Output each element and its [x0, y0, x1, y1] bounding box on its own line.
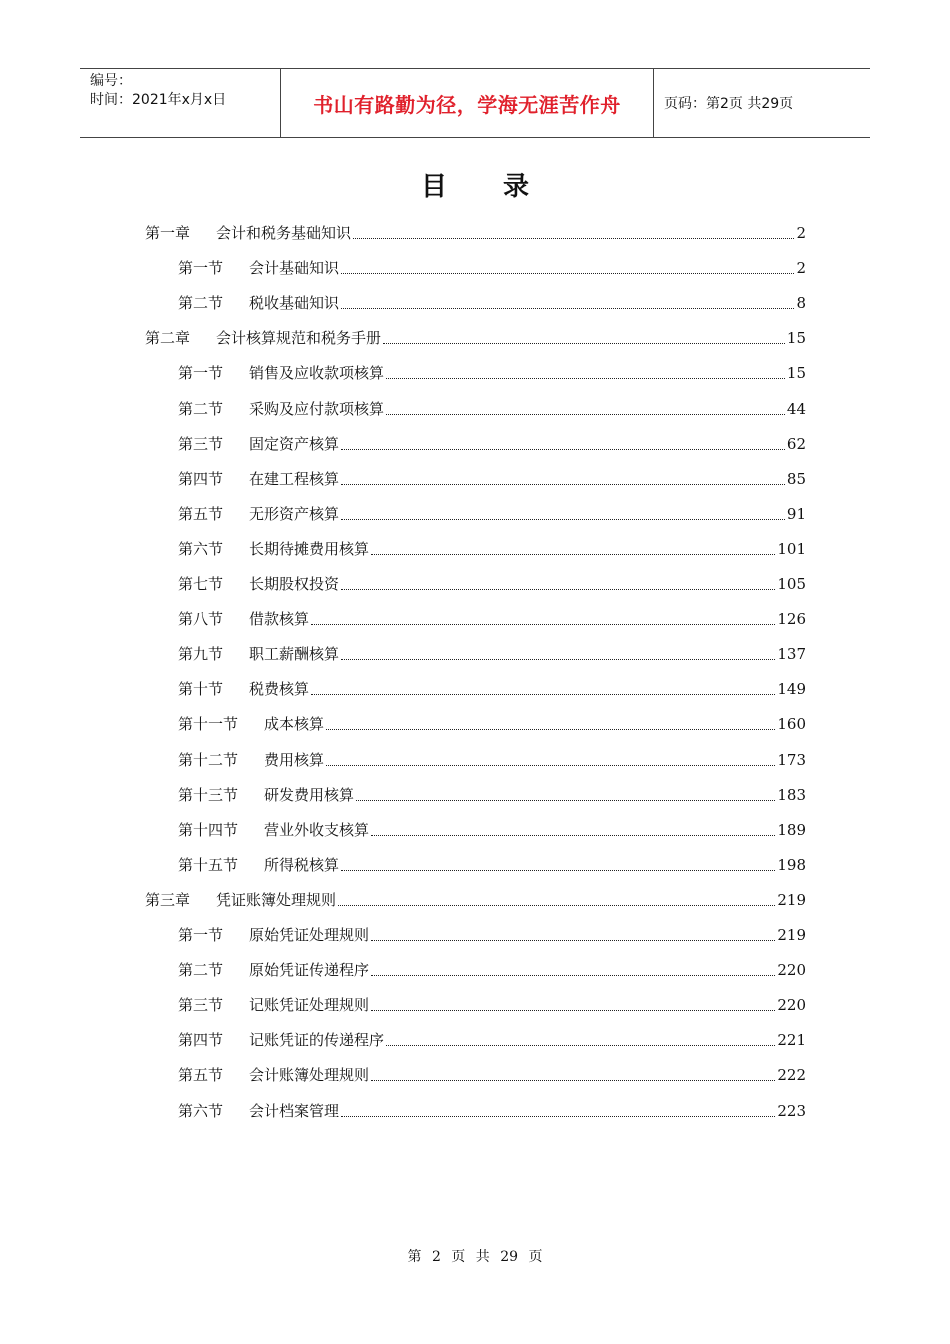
toc-entry-number: 第一节 — [178, 364, 224, 383]
toc-section-entry[interactable] — [178, 395, 806, 419]
toc-dot-leader — [386, 414, 785, 415]
header-motto-cell — [281, 69, 654, 137]
toc-entry-title: 研发费用核算 — [264, 785, 355, 804]
toc-entry-number: 第十五节 — [178, 855, 239, 874]
toc-section-entry[interactable] — [178, 710, 806, 734]
toc-dot-leader — [386, 378, 785, 379]
toc-dot-leader — [371, 975, 775, 976]
toc-entry-number: 第二节 — [178, 294, 224, 313]
toc-entry-number: 第五节 — [178, 504, 224, 523]
toc-entry-title: 原始凭证传递程序 — [249, 961, 370, 980]
toc-entry-page: 2 — [796, 224, 806, 242]
toc-entry-page: 198 — [777, 855, 806, 874]
toc-dot-leader — [326, 765, 775, 766]
toc-entry-title: 会计和税务基础知识 — [216, 224, 352, 242]
toc-entry-number: 第二节 — [178, 399, 224, 418]
toc-dot-leader — [341, 484, 785, 485]
toc-entry-page: 221 — [777, 1031, 806, 1050]
toc-entry-page: 2 — [796, 259, 806, 278]
toc-entry-page: 62 — [786, 434, 806, 453]
toc-section-entry[interactable] — [178, 675, 806, 699]
toc-entry-number: 第四节 — [178, 469, 224, 488]
toc-section-entry[interactable] — [178, 535, 806, 559]
toc-entry-page: 137 — [777, 645, 806, 664]
toc-entry-number: 第三章 — [145, 890, 191, 909]
toc-section-entry[interactable] — [178, 359, 806, 383]
toc-entry-number: 第十三节 — [178, 785, 239, 804]
toc-chapter-entry[interactable] — [145, 324, 806, 348]
toc-dot-leader — [341, 449, 785, 450]
toc-section-entry[interactable] — [178, 254, 806, 278]
toc-entry-page: 173 — [777, 750, 806, 769]
toc-section-entry[interactable] — [178, 991, 806, 1015]
toc-section-entry[interactable] — [178, 289, 806, 313]
toc-section-entry[interactable] — [178, 570, 806, 594]
toc-entry-number: 第十二节 — [178, 750, 239, 769]
toc-entry-page: 85 — [786, 469, 806, 488]
toc-section-entry[interactable] — [178, 746, 806, 770]
toc-entry-title: 税收基础知识 — [249, 294, 340, 313]
toc-entry-page: 160 — [777, 715, 806, 734]
toc-entry-title: 成本核算 — [264, 715, 325, 734]
toc-section-entry[interactable] — [178, 1097, 806, 1121]
toc-entry-title: 税费核算 — [249, 680, 310, 699]
toc-entry-page: 15 — [786, 364, 806, 383]
toc-section-entry[interactable] — [178, 1026, 806, 1050]
toc-entry-number: 第三节 — [178, 434, 224, 453]
header-page-cell — [654, 69, 870, 137]
toc-entry-title: 无形资产核算 — [249, 504, 340, 523]
page-header — [80, 68, 870, 138]
toc-entry-title: 销售及应收款项核算 — [249, 364, 385, 383]
toc-entry-number: 第六节 — [178, 1101, 224, 1120]
toc-entry-title: 记账凭证的传递程序 — [249, 1031, 385, 1050]
toc-dot-leader — [356, 800, 775, 801]
header-page-number: 页码：第2页 共29页 — [664, 96, 794, 112]
toc-entry-page: 44 — [786, 399, 806, 418]
toc-section-entry[interactable] — [178, 640, 806, 664]
toc-entry-title: 采购及应付款项核算 — [249, 399, 385, 418]
toc-chapter-entry[interactable] — [145, 219, 806, 243]
toc-dot-leader — [311, 624, 775, 625]
toc-entry-number: 第一章 — [145, 224, 191, 242]
toc-entry-title: 营业外收支核算 — [264, 820, 370, 839]
document-date: 时间：2021年x月x日 — [90, 92, 227, 108]
toc-entry-page: 223 — [777, 1101, 806, 1120]
page-footer: 第 2 页 共 29 页 — [407, 1249, 543, 1265]
toc-entry-page: 183 — [777, 785, 806, 804]
toc-entry-page: 220 — [777, 996, 806, 1015]
toc-dot-leader — [371, 835, 775, 836]
toc-section-entry[interactable] — [178, 851, 806, 875]
motto: 书山有路勤为径，学海无涯苦作舟 — [313, 92, 621, 117]
toc-entry-page: 105 — [777, 575, 806, 593]
toc-entry-title: 职工薪酬核算 — [249, 645, 340, 664]
toc-dot-leader — [371, 940, 775, 941]
document-number: 编号： — [90, 73, 132, 89]
toc-entry-page: 91 — [786, 504, 806, 523]
toc-section-entry[interactable] — [178, 605, 806, 629]
toc-entry-title: 凭证账簿处理规则 — [216, 890, 337, 909]
toc-entry-title: 会计基础知识 — [249, 259, 340, 278]
toc-section-entry[interactable] — [178, 956, 806, 980]
header-meta — [80, 69, 281, 137]
toc-dot-leader — [311, 694, 775, 695]
toc-dot-leader — [326, 729, 775, 730]
toc-entry-title: 会计核算规范和税务手册 — [216, 329, 382, 348]
toc-entry-page: 126 — [777, 610, 806, 629]
toc-entry-number: 第三节 — [178, 996, 224, 1015]
toc-dot-leader — [338, 905, 775, 906]
toc-entry-number: 第二节 — [178, 961, 224, 980]
toc-entry-title: 会计档案管理 — [249, 1101, 340, 1120]
toc-entry-page: 219 — [777, 890, 806, 909]
toc-entry-title: 借款核算 — [249, 610, 310, 629]
toc-entry-number: 第一节 — [178, 926, 224, 944]
toc-entry-number: 第四节 — [178, 1031, 224, 1050]
toc-entry-title: 长期待摊费用核算 — [249, 539, 370, 558]
toc-dot-leader — [341, 519, 785, 520]
toc-dot-leader — [341, 589, 775, 590]
toc-entry-page: 101 — [777, 539, 806, 558]
toc-entry-title: 会计账簿处理规则 — [249, 1066, 370, 1085]
toc-entry-title: 记账凭证处理规则 — [249, 996, 370, 1015]
toc-dot-leader — [386, 1045, 775, 1046]
toc-entry-title: 在建工程核算 — [249, 469, 340, 488]
toc-entry-title: 所得税核算 — [264, 855, 340, 874]
toc-entry-page: 222 — [777, 1066, 806, 1085]
toc-entry-number: 第一节 — [178, 259, 224, 278]
toc-section-entry[interactable] — [178, 781, 806, 805]
toc-entry-page: 220 — [777, 961, 806, 980]
toc-chapter-entry[interactable] — [145, 886, 806, 910]
toc-entry-title: 长期股权投资 — [249, 575, 340, 593]
toc-dot-leader — [353, 238, 794, 239]
page-title: 目录 — [420, 172, 585, 202]
toc-dot-leader — [371, 1080, 775, 1081]
toc-entry-page: 189 — [777, 820, 806, 839]
toc-entry-title: 固定资产核算 — [249, 434, 340, 453]
toc-entry-number: 第八节 — [178, 610, 224, 629]
toc-entry-page: 219 — [777, 926, 806, 944]
toc-entry-page: 8 — [796, 294, 806, 313]
toc-dot-leader — [341, 1116, 775, 1117]
toc-section-entry[interactable] — [178, 921, 806, 945]
toc-entry-number: 第十一节 — [178, 715, 239, 734]
toc-entry-number: 第二章 — [145, 329, 191, 348]
toc-entry-number: 第七节 — [178, 575, 224, 593]
toc-entry-page: 149 — [777, 680, 806, 699]
toc-section-entry[interactable] — [178, 430, 806, 454]
toc-entry-number: 第九节 — [178, 645, 224, 664]
toc-dot-leader — [371, 554, 775, 555]
toc-section-entry[interactable] — [178, 465, 806, 489]
toc-dot-leader — [341, 308, 794, 309]
toc-entry-title: 费用核算 — [264, 750, 325, 769]
toc-dot-leader — [341, 870, 775, 871]
toc-dot-leader — [341, 659, 775, 660]
toc-dot-leader — [371, 1010, 775, 1011]
toc-dot-leader — [383, 343, 785, 344]
toc-entry-number: 第六节 — [178, 539, 224, 558]
toc-entry-number: 第十节 — [178, 680, 224, 699]
toc-dot-leader — [341, 273, 794, 274]
toc-entry-page: 15 — [786, 329, 806, 348]
toc-section-entry[interactable] — [178, 816, 806, 840]
toc-entry-number: 第十四节 — [178, 820, 239, 839]
toc-section-entry[interactable] — [178, 1061, 806, 1085]
toc-section-entry[interactable] — [178, 500, 806, 524]
toc-entry-title: 原始凭证处理规则 — [249, 926, 370, 944]
toc-entry-number: 第五节 — [178, 1066, 224, 1085]
